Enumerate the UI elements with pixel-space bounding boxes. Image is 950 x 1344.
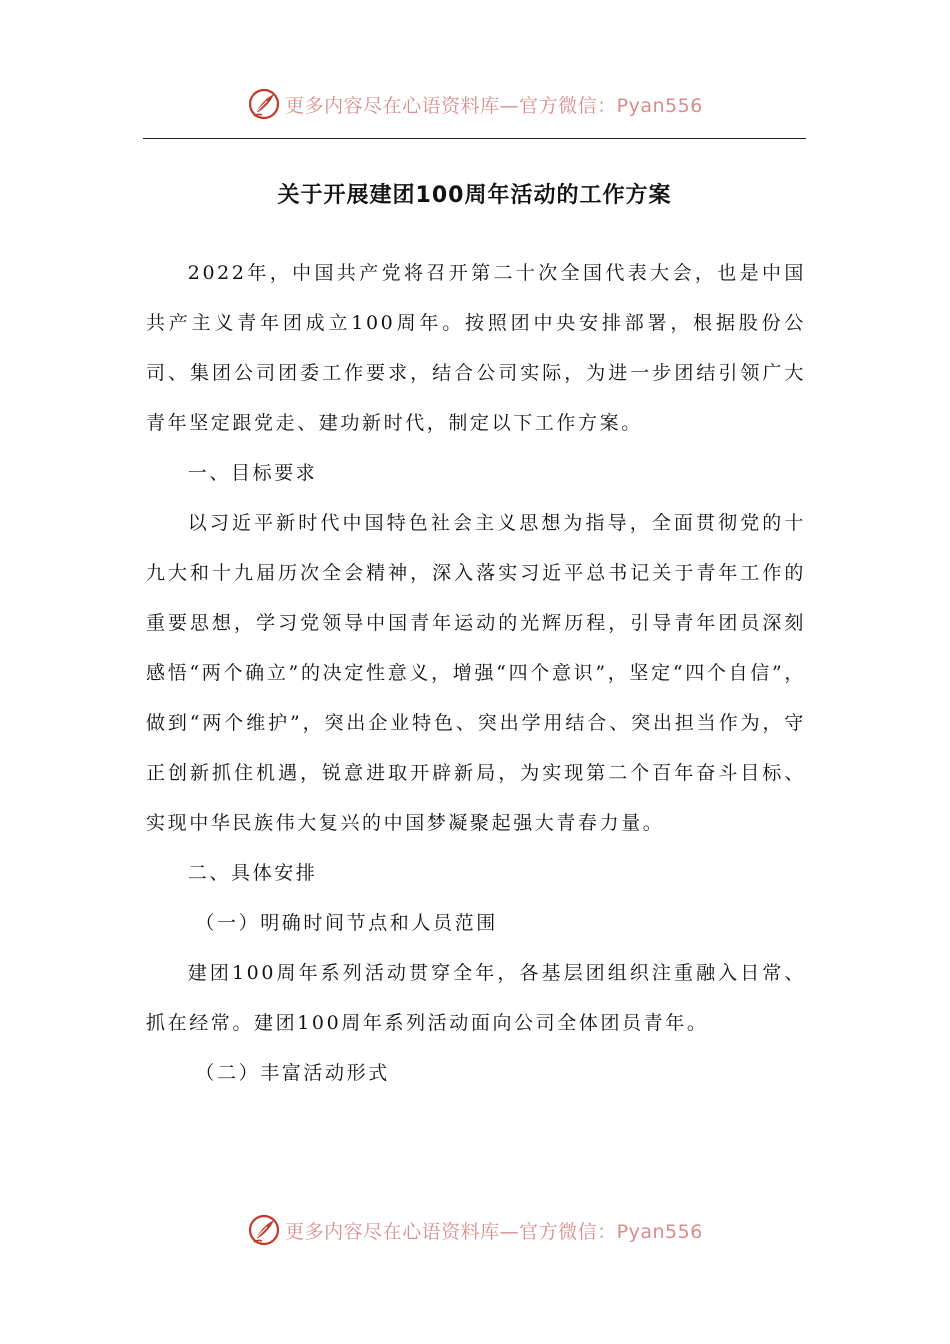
quill-logo-icon	[247, 1213, 281, 1247]
header-watermark	[0, 84, 950, 124]
footer-watermark	[0, 1210, 950, 1250]
section-heading-goals: 一、目标要求	[187, 462, 318, 484]
watermark-text: 更多内容尽在心语资料库—官方微信：Pyan556	[285, 1220, 703, 1243]
subsection-heading-activities: （二）丰富活动形式	[195, 1062, 390, 1084]
document-body	[146, 248, 806, 1098]
section-heading-arrangements: 二、具体安排	[187, 862, 318, 884]
intro-paragraph: 2022年，中国共产党将召开第二十次全国代表大会，也是中国共产主义青年团成立100周年。按照团中央安排部署，根据股份公司、集团公司团委工作要求，结合公司实际，为进一步团结引领广大青年坚定跟党走、建功新时代，制定以下工作方案。	[146, 262, 806, 434]
document-title: 关于开展建团100周年活动的工作方案	[277, 183, 672, 208]
quill-logo-icon	[247, 87, 281, 121]
header-divider	[143, 138, 806, 139]
timing-paragraph: 建团100周年系列活动贯穿全年，各基层团组织注重融入日常、抓在经常。建团100周年系列活动面向公司全体团员青年。	[146, 962, 806, 1034]
goals-paragraph: 以习近平新时代中国特色社会主义思想为指导，全面贯彻党的十九大和十九届历次全会精神，深入落实习近平总书记关于青年工作的重要思想，学习党领导中国青年运动的光辉历程，引导青年团员深刻感悟“两个确立”的决定性意义，增强“四个意识”，坚定“四个自信”，做到“两个维护”，突出企业特色、突出学用结合、突出担当作为，守正创新抓住机遇，锐意进取开辟新局，为实现第二个百年奋斗目标、实现中华民族伟大复兴的中国梦凝聚起强大青春力量。	[146, 512, 806, 834]
watermark-text: 更多内容尽在心语资料库—官方微信：Pyan556	[285, 94, 703, 117]
subsection-heading-timing: （一）明确时间节点和人员范围	[195, 912, 498, 934]
